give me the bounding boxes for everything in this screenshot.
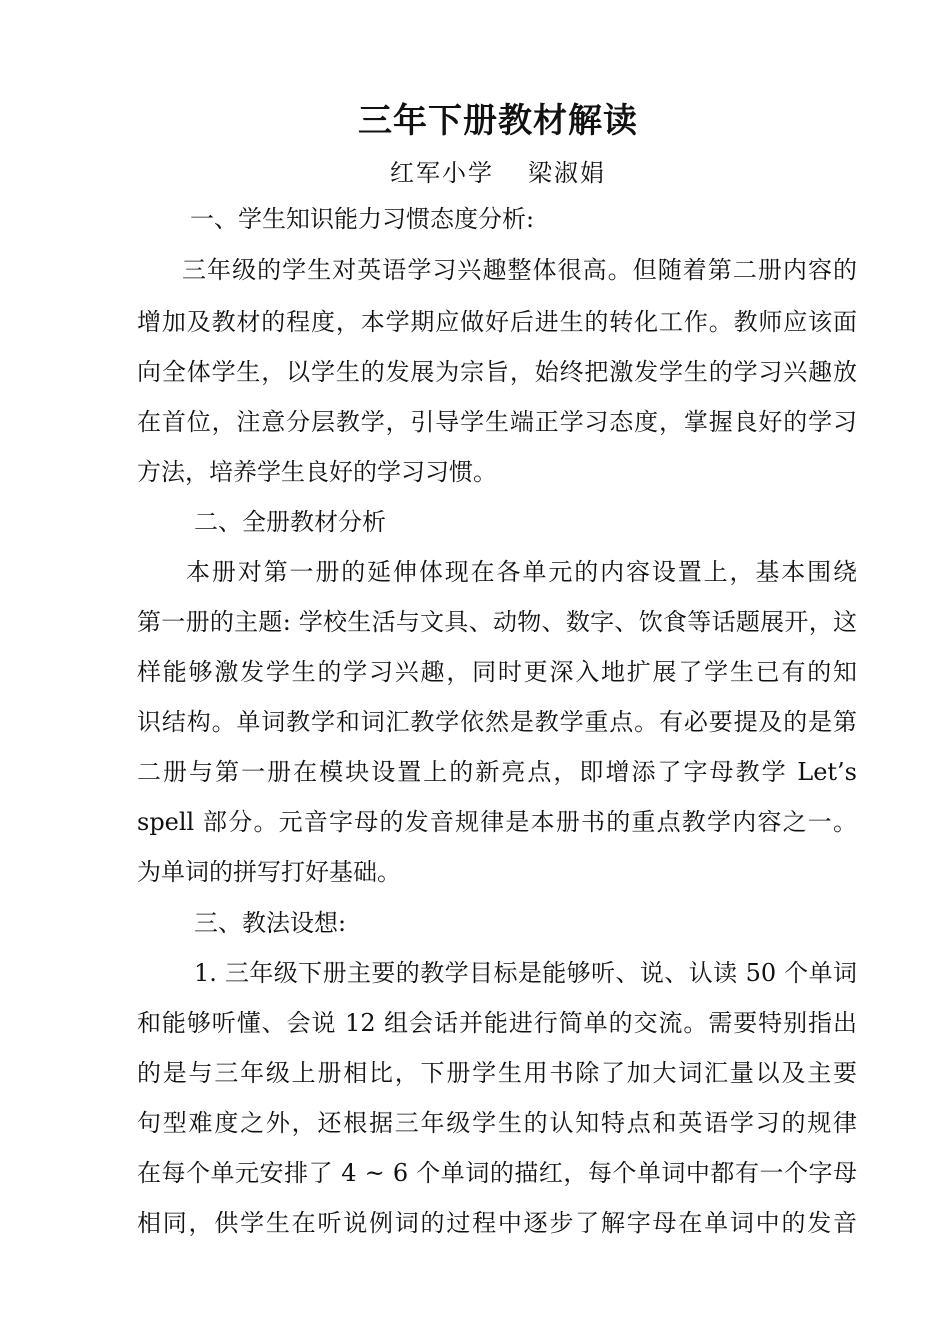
paragraph-line: 三年级的学生对英语学习兴趣整体很高。但随着第二册内容的 <box>182 256 857 284</box>
paragraph-line: 1. 三年级下册主要的教学目标是能够听、说、认读 50 个单词 <box>194 959 857 987</box>
paragraph-line: 在首位，注意分层教学，引导学生端正学习态度，掌握良好的学习 <box>137 408 857 436</box>
paragraph-line: 相同，供学生在听说例词的过程中逐步了解字母在单词中的发音 <box>137 1209 857 1237</box>
paragraph-line: 的是与三年级上册相比，下册学生用书除了加大词汇量以及主要 <box>137 1059 857 1087</box>
paragraph-line: 为单词的拼写打好基础。 <box>137 858 401 886</box>
paragraph-line: 向全体学生，以学生的发展为宗旨，始终把激发学生的学习兴趣放 <box>137 358 857 386</box>
paragraph-line: spell 部分。元音字母的发音规律是本册书的重点教学内容之一。 <box>137 808 857 836</box>
paragraph-line: 二册与第一册在模块设置上的新亮点，即增添了字母教学 Let’s <box>137 758 857 786</box>
paragraph-line: 第一册的主题: 学校生活与文具、动物、数字、饮食等话题展开，这 <box>137 608 857 636</box>
paragraph-line: 本册对第一册的延伸体现在各单元的内容设置上，基本围绕 <box>186 558 857 586</box>
document-title: 三年下册教材解读 <box>358 101 638 141</box>
author-line <box>0 156 950 190</box>
author-school: 红军小学 <box>390 159 494 187</box>
paragraph-line: 句型难度之外，还根据三年级学生的认知特点和英语学习的规律 <box>137 1109 857 1137</box>
paragraph-line: 识结构。单词教学和词汇教学依然是教学重点。有必要提及的是第 <box>137 708 857 736</box>
paragraph-line: 增加及教材的程度，本学期应做好后进生的转化工作。教师应该面 <box>137 308 857 336</box>
author-name: 梁淑娟 <box>528 159 606 187</box>
paragraph-line: 和能够听懂、会说 12 组会话并能进行简单的交流。需要特别指出 <box>137 1009 857 1037</box>
heading-3: 三、教法设想: <box>194 909 347 937</box>
paragraph-line: 样能够激发学生的学习兴趣，同时更深入地扩展了学生已有的知 <box>137 658 857 686</box>
heading-1: 一、学生知识能力习惯态度分析: <box>190 205 535 233</box>
paragraph-line: 方法，培养学生良好的学习习惯。 <box>137 458 497 486</box>
heading-2: 二、全册教材分析 <box>194 508 386 536</box>
paragraph-line: 在每个单元安排了 4 ~ 6 个单词的描红，每个单词中都有一个字母 <box>137 1159 857 1187</box>
